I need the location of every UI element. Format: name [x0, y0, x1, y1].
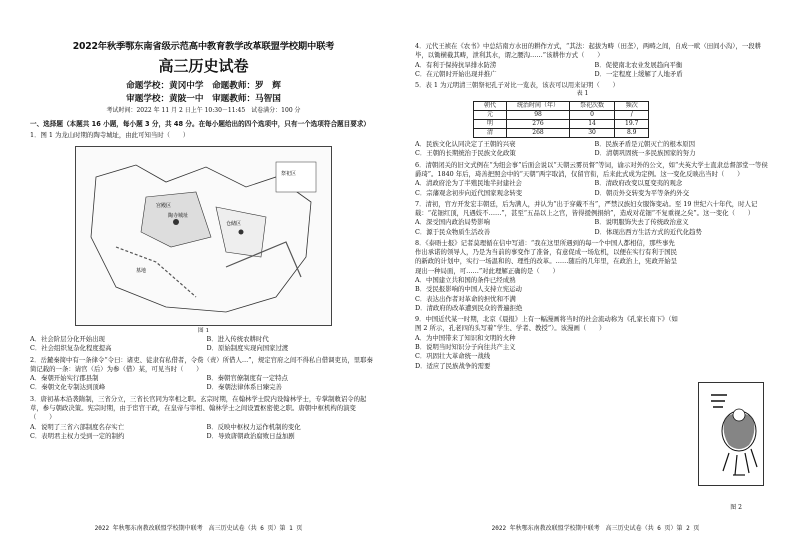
option-a[interactable]: A．深受国内政治局势影响: [415, 218, 490, 227]
cartoon-svg: [699, 383, 763, 485]
figure-2-caption: 图 2: [730, 504, 742, 511]
table-cell: 8.9: [615, 129, 649, 138]
figure-caption: 图 1: [197, 327, 210, 334]
table-cell: 明: [474, 120, 507, 129]
site-map-svg: [76, 147, 331, 325]
option-d[interactable]: D．导致唐朝政治腐败日益加剧: [206, 431, 295, 440]
reviewer-line: 审题学校：黄陂一中 审题教师：马智国: [126, 93, 281, 104]
options: [415, 61, 768, 80]
table-cell: /: [615, 111, 649, 120]
question-stem: 2．岳麓秦简中有一条律令“令曰：诸吏、徒隶有私借者，令赀（责）所借人…”，规定官府之间不得私自借调吏员，里耶秦简记载的一条：请官（后）为参（借）某，可见当时（ ）: [30, 355, 373, 373]
option-c[interactable]: C．宗藩观念初步向近代国家观念转变: [415, 188, 523, 197]
section-heading: 一、选择题（本题共 16 小题，每小题 3 分，共 48 分。在每小题给出的四个选项中，只有一个选项符合题目要求）: [30, 119, 371, 128]
exam-title: 2022年秋季鄂东南省级示范高中教育教学改革联盟学校期中联考: [72, 41, 335, 52]
option-c[interactable]: C．社会组织复杂化程度提高: [30, 344, 112, 353]
map-figure: [75, 146, 332, 326]
option-b[interactable]: B．说明当时知识分子向往共产主义: [415, 343, 516, 351]
option-b[interactable]: B．促使南北农业发展趋向平衡: [594, 60, 683, 69]
figure-legs: [723, 449, 757, 475]
option-b[interactable]: B．反映中枢权力运作机制的变化: [206, 422, 301, 431]
table-header: 祭祀次数: [570, 102, 615, 111]
option-c[interactable]: C．表达出作者对革命的担忧和不满: [415, 294, 516, 303]
option-d[interactable]: D．一定程度上缓解了人地矛盾: [594, 69, 683, 78]
option-d[interactable]: D．清政府的改革遭到民众的普遍拒绝: [415, 303, 523, 312]
table-cell: 276: [507, 120, 570, 129]
options: [415, 218, 768, 237]
options: [415, 179, 768, 198]
option-c[interactable]: C．表明君主权力受到一定的制约: [30, 431, 125, 440]
option-a[interactable]: A．说明了三省六部制度名存实亡: [30, 422, 125, 431]
table-header-row: [474, 102, 649, 111]
table-row: [474, 120, 649, 129]
page-footer: 2022 年秋鄂东南教改联盟学校期中联考 高三历史试卷（共 6 页）第 1 页: [94, 525, 303, 533]
question-2: [30, 356, 377, 393]
option-d[interactable]: D．秦朝法律体系日臻完善: [206, 383, 282, 392]
option-d[interactable]: D．原始制度实现向国家过渡: [206, 344, 289, 353]
option-d[interactable]: D．体现出西方生活方式的近代化趋势: [594, 227, 702, 236]
option-d[interactable]: D．清朝巩固统一多民族国家的努力: [594, 149, 696, 158]
question-4: [415, 42, 768, 79]
option-a[interactable]: A．社会阶层分化开始出现: [30, 335, 105, 344]
table-row: [474, 111, 649, 120]
question-stem: 5．表 1 为元明清三朝祭祀孔子对比一览表，该表可以用来证明（ ）: [415, 81, 619, 90]
question-stem: 9．中国近代某一时期，北京《晨报》上有一幅漫画将当时的社会流动称为《孔家长南下》（如图 2 所示，孔老四的头写着“学生、学者、教授”）。该漫画（ ）: [415, 315, 678, 333]
table-cell: 268: [507, 129, 570, 138]
table-header: 朝代: [474, 102, 507, 111]
data-table: [473, 101, 649, 138]
table-cell: 30: [570, 129, 615, 138]
options: [415, 140, 768, 159]
option-a[interactable]: A．为中国带来了知识和文明的火种: [415, 333, 516, 342]
table-row: [474, 129, 649, 138]
table-title: 表 1: [576, 90, 589, 98]
question-3: [30, 395, 377, 441]
table-cell: 19.7: [615, 120, 649, 129]
cartoon-title-strokes: [711, 395, 727, 407]
option-a[interactable]: A．清政府沦为了半殖民地半封建社会: [415, 179, 522, 188]
options: [30, 335, 377, 354]
table-cell: 清: [474, 129, 507, 138]
subject-title: 高三历史试卷: [158, 57, 249, 76]
option-c[interactable]: C．源于民众物质生活改善: [415, 227, 491, 236]
option-d[interactable]: D．适应了民族战争的需要: [415, 361, 491, 370]
question-stem: 8．《泰晤士报》记者莫理循在信中写道：“我在这里所遇到的每一个中国人都相信，那些事先作出承诺的领导人，乃是为当前的事变作了准备，有意促成一场危机，以便在实行有利于国民的新政的计划中，实行一场温和的、理性的改革。……随后的几年里，在政治上，宪政开始呈现出一种局面，可……”对此理解正确的是（ ）: [415, 238, 678, 275]
cartoon-figure: [698, 382, 764, 486]
figure-head: [733, 409, 745, 421]
map-label: 祭祀区: [281, 170, 297, 177]
table-cell: 元: [474, 111, 507, 120]
question-8: [415, 239, 680, 313]
options: [30, 374, 377, 393]
table-cell: 98: [507, 111, 570, 120]
option-a[interactable]: A．民族文化认同决定了王朝的兴衰: [415, 140, 516, 149]
option-b[interactable]: B．清政府改变以夏变夷的观念: [594, 179, 683, 188]
option-b[interactable]: B．进入传统农耕时代: [206, 335, 269, 344]
question-stem: 4．元代王祯在《农书》中总结南方水田的耕作方式，“其法：起拔为畴（田垄），两畴之间，自成一畎（田间小沟），一段耕毕，以锄横截其畴，泄利其水，谓之腰沟……”该耕作方式（ ）: [415, 42, 762, 60]
map-label: 宫殿区: [156, 202, 172, 209]
option-c[interactable]: C．王朝的长期统治于民族文化政策: [415, 149, 516, 158]
question-stem: 7．清初，官方开发宏丰朝廷，后为满人，并认为“出于穿戴不当”，严禁汉族妇女服饰变动。至 19 世纪六十年代，时人记载：“花钿红顶，凡遇妓不……”，甚至“五品以上之官，皆得援例捐纳”，造成对花钿“不复重视之矣”。这一变化（ ）: [415, 199, 758, 218]
legend-box: [276, 162, 316, 192]
storage-marker: [239, 229, 244, 234]
page-footer: 2022 年秋鄂东南教改联盟学校期中联考 高三历史试卷（共 6 页）第 2 页: [491, 525, 700, 533]
option-d[interactable]: D．朝贡外交转变为平等条约外交: [594, 188, 690, 197]
option-b[interactable]: B．秦朝官僚制度有一定特点: [206, 374, 288, 383]
option-b[interactable]: B．受民报影响的中国人支持立宪运动: [415, 285, 522, 294]
option-c[interactable]: C．在元朝时开始出现并推广: [415, 69, 497, 78]
option-b[interactable]: B．说明服饰失去了传统政治意义: [594, 218, 689, 227]
question-5: [415, 81, 768, 159]
table-header: 统治时间（年）: [507, 102, 570, 111]
question-stem: 3．唐初基本沿袭隋制，三省分立，三省长官同为宰相之职。玄宗时期，在翰林学士院内设翰林学士，专掌制敕诏令的起草，参与朝政决策。宪宗时期，由于宦官干政，在皇帝与宰相、翰林学士之间设置枢密使之职。唐朝中枢机构的演变（ ）: [30, 394, 367, 422]
option-b[interactable]: B．民族矛盾是元朝灭亡的根本原因: [594, 140, 696, 149]
option-c[interactable]: C．秦朝文化专制达到顶峰: [30, 383, 106, 392]
question-1: [30, 131, 377, 353]
question-7: [415, 200, 768, 237]
option-a[interactable]: A．中国建立共和国的条件已经成熟: [415, 276, 516, 285]
map-label: 陶寺城址: [168, 212, 189, 219]
author-line: 命题学校：黄冈中学 命题教师：罗 辉: [126, 81, 281, 92]
option-a[interactable]: A．秦朝开始实行郡县制: [30, 374, 99, 383]
question-6: [415, 161, 768, 198]
table-cell: 14: [570, 120, 615, 129]
site-marker: [173, 219, 179, 225]
wall-line: [116, 247, 196, 297]
exam-time: 考试时间：2022 年 11 月 2 日上午 10:30－11:45 试卷满分：100 分: [106, 107, 301, 115]
table-cell: 0: [570, 111, 615, 120]
options: [30, 423, 377, 442]
question-stem: 1．图 1 为龙山时期的陶寺城址，由此可知当时（ ）: [30, 131, 190, 140]
map-label: 仓储区: [226, 220, 242, 227]
question-9: [415, 315, 680, 371]
question-stem: 6．清朝闭关的旧文式例在“为纽会事”后面会说以“天朝云雾员督”等词，谕示对外的公文，如“夫英大学士直隶总督部堂一等侯爵琦”。1840 年后，琦善把照会中的“天朝”两字取消，仅留官衔，后来此式成为定例。这一变化反映出当时（ ）: [415, 160, 768, 178]
table-header: 频次: [615, 102, 649, 111]
page-right: [397, 0, 794, 550]
option-c[interactable]: C．巩固壮大革命统一战线: [415, 352, 491, 361]
option-a[interactable]: A．有利于保持抗旱排水防涝: [415, 60, 497, 69]
map-label: 墓地: [136, 267, 147, 274]
